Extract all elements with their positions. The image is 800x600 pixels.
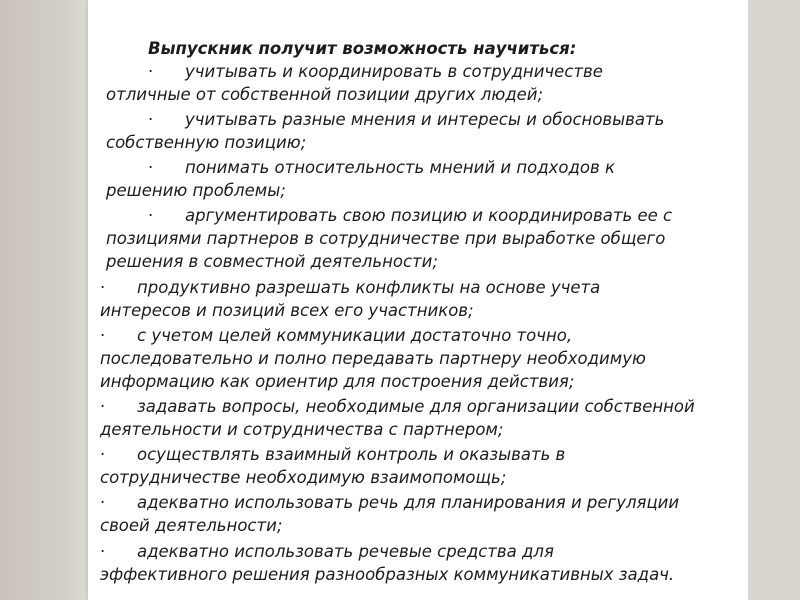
list-item-text: информацию как ориентир для построения действия; — [100, 372, 575, 391]
bullet-icon: · — [100, 278, 106, 297]
list-item-text: учитывать и координировать в сотрудничестве — [185, 62, 603, 81]
inner-list-item — [106, 108, 664, 154]
list-item-text: учитывать разные мнения и интересы и обосновывать — [185, 110, 665, 129]
list-item-text: адекватно использовать речевые средства для — [137, 542, 554, 561]
bullet-icon: · — [100, 397, 106, 416]
inner-list-item — [106, 156, 615, 202]
outer-list-item — [100, 276, 600, 322]
list-item-text: аргументировать свою позицию и координировать ее с — [185, 206, 673, 225]
inner-list-item — [106, 60, 603, 106]
outer-list-item — [100, 395, 695, 441]
list-item-text: осуществлять взаимный контроль и оказывать в — [137, 445, 566, 464]
list-item-text: своей деятельности; — [100, 516, 283, 535]
list-item-text: позициями партнеров в сотрудничестве при выработке общего — [106, 229, 666, 248]
bullet-icon: · — [148, 206, 154, 225]
list-item-text: сотрудничестве необходимую взаимопомощь; — [100, 468, 507, 487]
list-item-text: продуктивно разрешать конфликты на основе учета — [137, 278, 601, 297]
list-item-text: адекватно использовать речь для планирования и регуляции — [137, 493, 680, 512]
list-item-text: отличные от собственной позиции других людей; — [106, 85, 544, 104]
list-item-text: решению проблемы; — [106, 181, 286, 200]
outer-list-item — [100, 324, 646, 393]
list-item-text: собственную позицию; — [106, 133, 307, 152]
list-item-text: деятельности и сотрудничества с партнером; — [100, 420, 504, 439]
list-item-text: понимать относительность мнений и подходов к — [185, 158, 615, 177]
bullet-icon: · — [100, 493, 106, 512]
outer-list-item — [100, 540, 674, 586]
list-item-text: с учетом целей коммуникации достаточно точно, — [137, 326, 573, 345]
list-item-text: последовательно и полно передавать партнеру необходимую — [100, 349, 646, 368]
bullet-icon: · — [100, 326, 106, 345]
list-item-text: решения в совместной деятельности; — [106, 252, 438, 271]
slide-heading: Выпускник получит возможность научиться: — [148, 39, 577, 58]
bullet-icon: · — [148, 158, 154, 177]
outer-list-item — [100, 443, 565, 489]
list-item-text: эффективного решения разнообразных коммуникативных задач. — [100, 565, 675, 584]
bullet-icon: · — [100, 445, 106, 464]
inner-list-item — [106, 204, 672, 273]
bullet-icon: · — [148, 110, 154, 129]
bullet-icon: · — [148, 62, 154, 81]
outer-list-item — [100, 491, 679, 537]
list-item-text: интересов и позиций всех его участников; — [100, 301, 474, 320]
bullet-icon: · — [100, 542, 106, 561]
list-item-text: задавать вопросы, необходимые для организации собственной — [137, 397, 695, 416]
